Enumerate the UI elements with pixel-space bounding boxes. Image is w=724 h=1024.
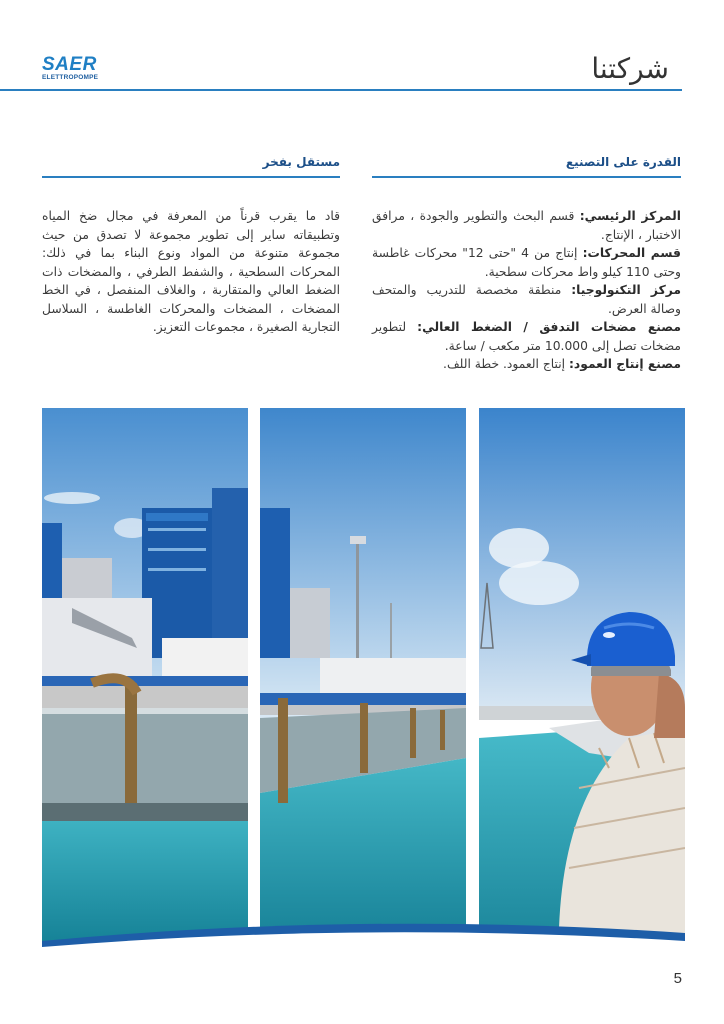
facility-label: قسم المحركات:: [582, 246, 681, 260]
photo-triptych: [42, 408, 685, 951]
independence-paragraph: قاد ما يقرب قرناً من المعرفة في مجال ضخ المياه وتطبيقاته ساير إلى تطوير مجموعة لا تصدق من حيث مجموعة متنوعة من المواد ونوع البناء بما في ذلك: المحركات السطحية ، والشفط الطرفي ، والمضخات ذات الضغط العالي والمتقاربة ، والغلاف المنفصل ، في الخط المضخات ، المضخات والمحركات الغاطسة ، السلاسل التجارية الصغيرة ، مجموعات التعزيز.: [42, 209, 340, 334]
brand-name: SAER: [42, 54, 97, 75]
facility-label: مصنع مضخات التدفق / الضغط العالي:: [417, 320, 681, 334]
facility-desc: إنتاج العمود. خطة اللف.: [443, 357, 569, 371]
facility-desc: منطقة مخصصة للتدريب والمتحف وصالة العرض.: [372, 283, 681, 316]
independence-divider: [42, 176, 340, 178]
page-number: 5: [673, 970, 682, 987]
independence-column: [42, 152, 340, 337]
facility-label: مركز التكنولوجيا:: [571, 283, 681, 297]
facility-desc: لتطوير مضخات تصل إلى 10.000 متر مكعب / ساعة.: [372, 320, 681, 353]
manufacturing-column: [372, 152, 681, 374]
facility-item: [372, 209, 681, 242]
facility-label: مصنع إنتاج العمود:: [569, 357, 681, 371]
facility-item: [443, 357, 681, 371]
photo-panel-canal: [260, 408, 466, 951]
header-divider: [0, 89, 682, 91]
facilities-text: [372, 207, 681, 374]
manufacturing-divider: [372, 176, 681, 178]
facility-item: [372, 283, 681, 316]
photo-panel-plant: [42, 408, 248, 951]
brand-subtitle: ELETTROPOMPE: [42, 74, 99, 81]
facility-desc: إنتاج من 4 "حتى 12" محركات غاطسة وحتى 110 كيلو واط محركات سطحية.: [372, 246, 681, 279]
facility-label: المركز الرئيسي:: [579, 209, 681, 223]
facility-desc: قسم البحث والتطوير والجودة ، مرافق الاختبار ، الإنتاج.: [372, 209, 681, 242]
photo-panel-worker: [479, 408, 685, 951]
facility-item: [372, 320, 681, 353]
independence-heading: مستقل بفخر: [262, 155, 340, 169]
manufacturing-heading: القدرة على التصنيع: [565, 155, 681, 169]
brand-logo: [42, 56, 104, 82]
plant-photo: [42, 408, 248, 951]
facility-item: [372, 246, 681, 279]
page-title: شركتنا: [591, 52, 669, 85]
wave-decoration: [42, 911, 685, 951]
worker-photo: [479, 408, 685, 951]
canal-photo: [260, 408, 466, 951]
